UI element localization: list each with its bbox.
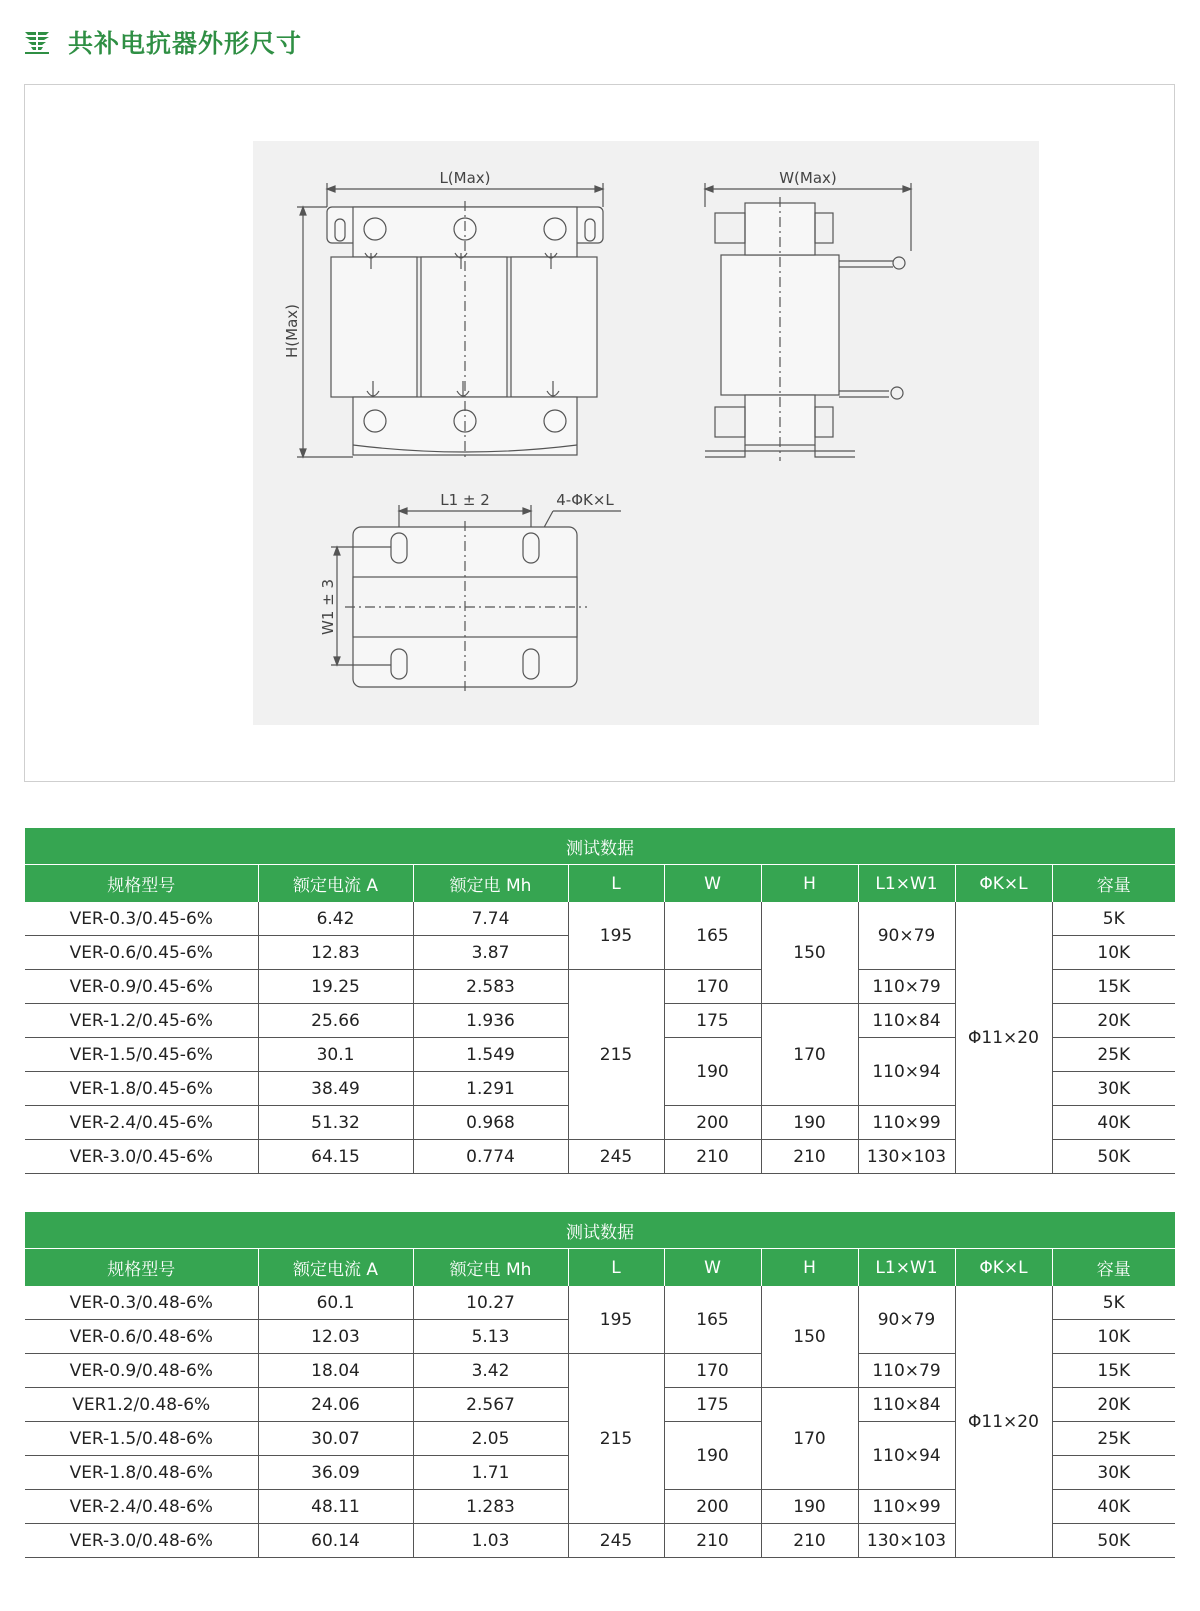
capacity-cell: 50K [1052,1524,1175,1558]
model-cell: VER-0.3/0.48-6% [25,1286,258,1320]
current-cell: 51.32 [258,1106,413,1140]
model-cell: VER-3.0/0.48-6% [25,1524,258,1558]
capacity-cell: 30K [1052,1072,1175,1106]
table-caption: 测试数据 [25,1212,1175,1249]
w-cell: 170 [664,970,761,1004]
model-cell: VER-1.5/0.45-6% [25,1038,258,1072]
model-cell: VER1.2/0.48-6% [25,1388,258,1422]
dimension-drawing [253,141,1039,725]
h-cell: 150 [761,1286,858,1388]
outline-drawing-panel [24,84,1175,782]
inductance-cell: 2.567 [413,1388,568,1422]
phikl-cell: Φ11×20 [955,902,1052,1174]
l1w1-cell: 110×84 [858,1004,955,1038]
current-cell: 12.03 [258,1320,413,1354]
column-header: 规格型号 [25,1249,258,1287]
model-cell: VER-0.3/0.45-6% [25,902,258,936]
w-cell: 210 [664,1140,761,1174]
l1w1-cell: 130×103 [858,1524,955,1558]
h-cell: 190 [761,1106,858,1140]
h-cell: 210 [761,1524,858,1558]
current-cell: 30.07 [258,1422,413,1456]
model-cell: VER-1.5/0.48-6% [25,1422,258,1456]
capacity-cell: 10K [1052,1320,1175,1354]
capacity-cell: 30K [1052,1456,1175,1490]
h-max-label: H(Max) [283,304,301,358]
l1w1-cell: 110×84 [858,1388,955,1422]
w-cell: 175 [664,1004,761,1038]
inductance-cell: 10.27 [413,1286,568,1320]
h-cell: 170 [761,1004,858,1106]
l1-label: L1 ± 2 [440,491,490,509]
w-cell: 165 [664,1286,761,1354]
capacity-cell: 20K [1052,1004,1175,1038]
model-cell: VER-0.6/0.45-6% [25,936,258,970]
h-cell: 170 [761,1388,858,1490]
current-cell: 18.04 [258,1354,413,1388]
capacity-cell: 5K [1052,902,1175,936]
inductance-cell: 5.13 [413,1320,568,1354]
w-cell: 175 [664,1388,761,1422]
inductance-cell: 1.549 [413,1038,568,1072]
model-cell: VER-2.4/0.45-6% [25,1106,258,1140]
current-cell: 64.15 [258,1140,413,1174]
model-cell: VER-0.6/0.48-6% [25,1320,258,1354]
spec-table-1 [25,828,1175,1174]
green-stripes-logo-icon [24,29,50,55]
model-cell: VER-0.9/0.48-6% [25,1354,258,1388]
table-row [25,1286,1175,1320]
l-cell: 215 [568,970,664,1140]
column-header: 容量 [1052,1249,1175,1287]
column-header: W [664,865,761,903]
l1w1-cell: 110×79 [858,1354,955,1388]
model-cell: VER-1.8/0.48-6% [25,1456,258,1490]
inductance-cell: 1.283 [413,1490,568,1524]
column-header: ΦK×L [955,865,1052,903]
page-header [24,22,302,62]
capacity-cell: 15K [1052,970,1175,1004]
inductance-cell: 1.03 [413,1524,568,1558]
capacity-cell: 25K [1052,1422,1175,1456]
reactor-dimension-svg [253,141,1039,725]
capacity-cell: 25K [1052,1038,1175,1072]
current-cell: 48.11 [258,1490,413,1524]
capacity-cell: 10K [1052,936,1175,970]
w-cell: 165 [664,902,761,970]
inductance-cell: 1.936 [413,1004,568,1038]
l-cell: 195 [568,902,664,970]
column-header: 额定电流 A [258,865,413,903]
column-header: H [761,865,858,903]
column-header: 容量 [1052,865,1175,903]
current-cell: 12.83 [258,936,413,970]
inductance-cell: 1.71 [413,1456,568,1490]
l1w1-cell: 110×99 [858,1106,955,1140]
inductance-cell: 3.87 [413,936,568,970]
capacity-cell: 40K [1052,1490,1175,1524]
h-cell: 150 [761,902,858,1004]
inductance-cell: 2.05 [413,1422,568,1456]
column-header: 额定电 Mh [413,865,568,903]
l1w1-cell: 110×99 [858,1490,955,1524]
column-header: 额定电流 A [258,1249,413,1287]
l1w1-cell: 110×94 [858,1038,955,1106]
current-cell: 36.09 [258,1456,413,1490]
w-cell: 200 [664,1106,761,1140]
column-header: L1×W1 [858,865,955,903]
l1w1-cell: 90×79 [858,902,955,970]
spec-table-2 [25,1212,1175,1558]
inductance-cell: 2.583 [413,970,568,1004]
w-cell: 170 [664,1354,761,1388]
capacity-cell: 50K [1052,1140,1175,1174]
h-cell: 190 [761,1490,858,1524]
inductance-cell: 3.42 [413,1354,568,1388]
w-cell: 190 [664,1422,761,1490]
l-cell: 245 [568,1524,664,1558]
model-cell: VER-1.2/0.45-6% [25,1004,258,1038]
current-cell: 60.14 [258,1524,413,1558]
phikl-cell: Φ11×20 [955,1286,1052,1558]
l-cell: 245 [568,1140,664,1174]
column-header: L [568,865,664,903]
column-header: L1×W1 [858,1249,955,1287]
capacity-cell: 5K [1052,1286,1175,1320]
capacity-cell: 15K [1052,1354,1175,1388]
column-header: L [568,1249,664,1287]
l-max-label: L(Max) [439,169,491,187]
column-header: 额定电 Mh [413,1249,568,1287]
model-cell: VER-0.9/0.45-6% [25,970,258,1004]
inductance-cell: 7.74 [413,902,568,936]
column-header: W [664,1249,761,1287]
w-cell: 200 [664,1490,761,1524]
w-cell: 190 [664,1038,761,1106]
hole-spec-label: 4-ΦK×L [556,491,614,509]
current-cell: 25.66 [258,1004,413,1038]
current-cell: 30.1 [258,1038,413,1072]
table-row [25,902,1175,936]
model-cell: VER-1.8/0.45-6% [25,1072,258,1106]
capacity-cell: 40K [1052,1106,1175,1140]
current-cell: 38.49 [258,1072,413,1106]
model-cell: VER-3.0/0.45-6% [25,1140,258,1174]
model-cell: VER-2.4/0.48-6% [25,1490,258,1524]
l-cell: 215 [568,1354,664,1524]
l-cell: 195 [568,1286,664,1354]
w-max-label: W(Max) [779,169,837,187]
l1w1-cell: 130×103 [858,1140,955,1174]
table-caption: 测试数据 [25,828,1175,865]
column-header: H [761,1249,858,1287]
inductance-cell: 1.291 [413,1072,568,1106]
current-cell: 24.06 [258,1388,413,1422]
current-cell: 60.1 [258,1286,413,1320]
l1w1-cell: 110×79 [858,970,955,1004]
inductance-cell: 0.774 [413,1140,568,1174]
current-cell: 19.25 [258,970,413,1004]
l1w1-cell: 90×79 [858,1286,955,1354]
w-cell: 210 [664,1524,761,1558]
l1w1-cell: 110×94 [858,1422,955,1490]
current-cell: 6.42 [258,902,413,936]
column-header: ΦK×L [955,1249,1052,1287]
h-cell: 210 [761,1140,858,1174]
w1-label: W1 ± 3 [319,578,337,636]
column-header: 规格型号 [25,865,258,903]
page-title: 共补电抗器外形尺寸 [68,29,303,58]
inductance-cell: 0.968 [413,1106,568,1140]
capacity-cell: 20K [1052,1388,1175,1422]
